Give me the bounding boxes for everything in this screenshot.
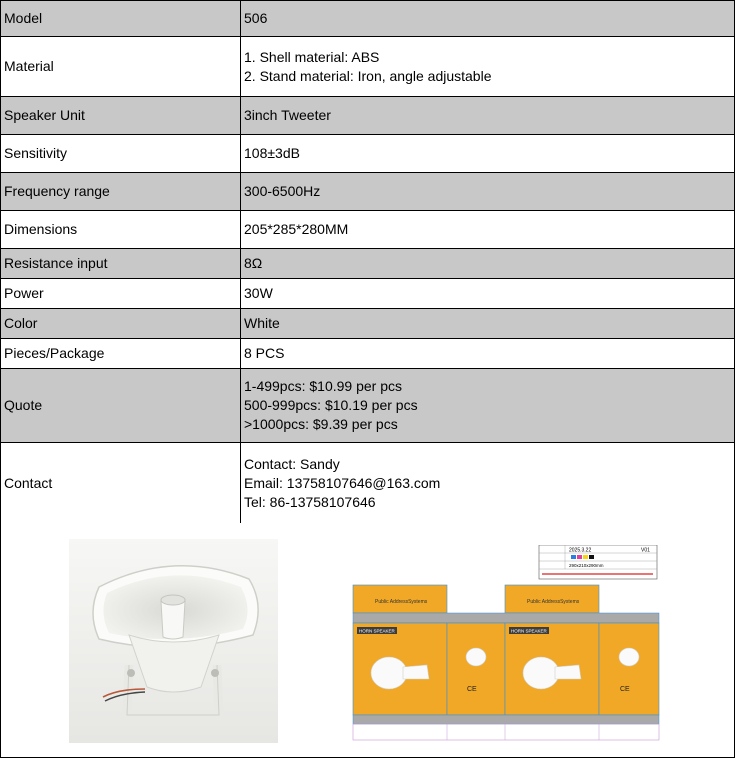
row-value: 1-499pcs: $10.99 per pcs 500-999pcs: $10.19 per pcs >1000pcs: $9.39 per pcs xyxy=(241,369,735,443)
table-row xyxy=(1,339,735,369)
horn-speaker-illustration xyxy=(69,539,278,743)
packaging-dieline xyxy=(345,545,663,743)
panel-product-2: HORN SPEAKER xyxy=(511,628,547,634)
row-label: Contact xyxy=(1,443,241,525)
table-row xyxy=(1,135,735,173)
row-label: Quote xyxy=(1,369,241,443)
panel-ce-1: CE xyxy=(467,686,477,693)
table-row xyxy=(1,211,735,249)
row-label: Dimensions xyxy=(1,211,241,249)
panel-ce-2: CE xyxy=(620,686,630,693)
row-value: 300-6500Hz xyxy=(241,173,735,211)
table-row xyxy=(1,279,735,309)
row-value: Contact: Sandy Email: 13758107646@163.com Tel: 86-13758107646 xyxy=(241,443,735,525)
table-row xyxy=(1,249,735,279)
box-version: V01 xyxy=(641,547,650,554)
product-image-row xyxy=(0,523,735,758)
row-value: 108±3dB xyxy=(241,135,735,173)
flap-brand-1: Public AddressSystems xyxy=(375,599,428,605)
row-label: Sensitivity xyxy=(1,135,241,173)
row-label: Model xyxy=(1,1,241,37)
row-value: 3inch Tweeter xyxy=(241,97,735,135)
row-value: 205*285*280MM xyxy=(241,211,735,249)
panel-product-1: HORN SPEAKER xyxy=(359,628,395,634)
row-value: 8 PCS xyxy=(241,339,735,369)
row-value: 506 xyxy=(241,1,735,37)
table-row xyxy=(1,309,735,339)
table-row xyxy=(1,173,735,211)
table-row xyxy=(1,369,735,443)
row-value: 1. Shell material: ABS 2. Stand material: Iron, angle adjustable xyxy=(241,37,735,97)
table-row xyxy=(1,443,735,525)
row-label: Color xyxy=(1,309,241,339)
row-label: Frequency range xyxy=(1,173,241,211)
box-size: 290x210x290mm xyxy=(569,563,604,568)
box-date: 2025.3.22 xyxy=(569,547,592,554)
row-value: 8Ω xyxy=(241,249,735,279)
table-row xyxy=(1,97,735,135)
row-label: Material xyxy=(1,37,241,97)
row-value: White xyxy=(241,309,735,339)
horn-speaker-photo xyxy=(69,539,278,743)
row-label: Pieces/Package xyxy=(1,339,241,369)
row-value: 30W xyxy=(241,279,735,309)
table-row xyxy=(1,37,735,97)
row-label: Speaker Unit xyxy=(1,97,241,135)
table-row xyxy=(1,1,735,37)
packaging-box-art xyxy=(345,545,663,743)
row-label: Power xyxy=(1,279,241,309)
row-label: Resistance input xyxy=(1,249,241,279)
flap-brand-2: Public AddressSystems xyxy=(527,599,580,605)
